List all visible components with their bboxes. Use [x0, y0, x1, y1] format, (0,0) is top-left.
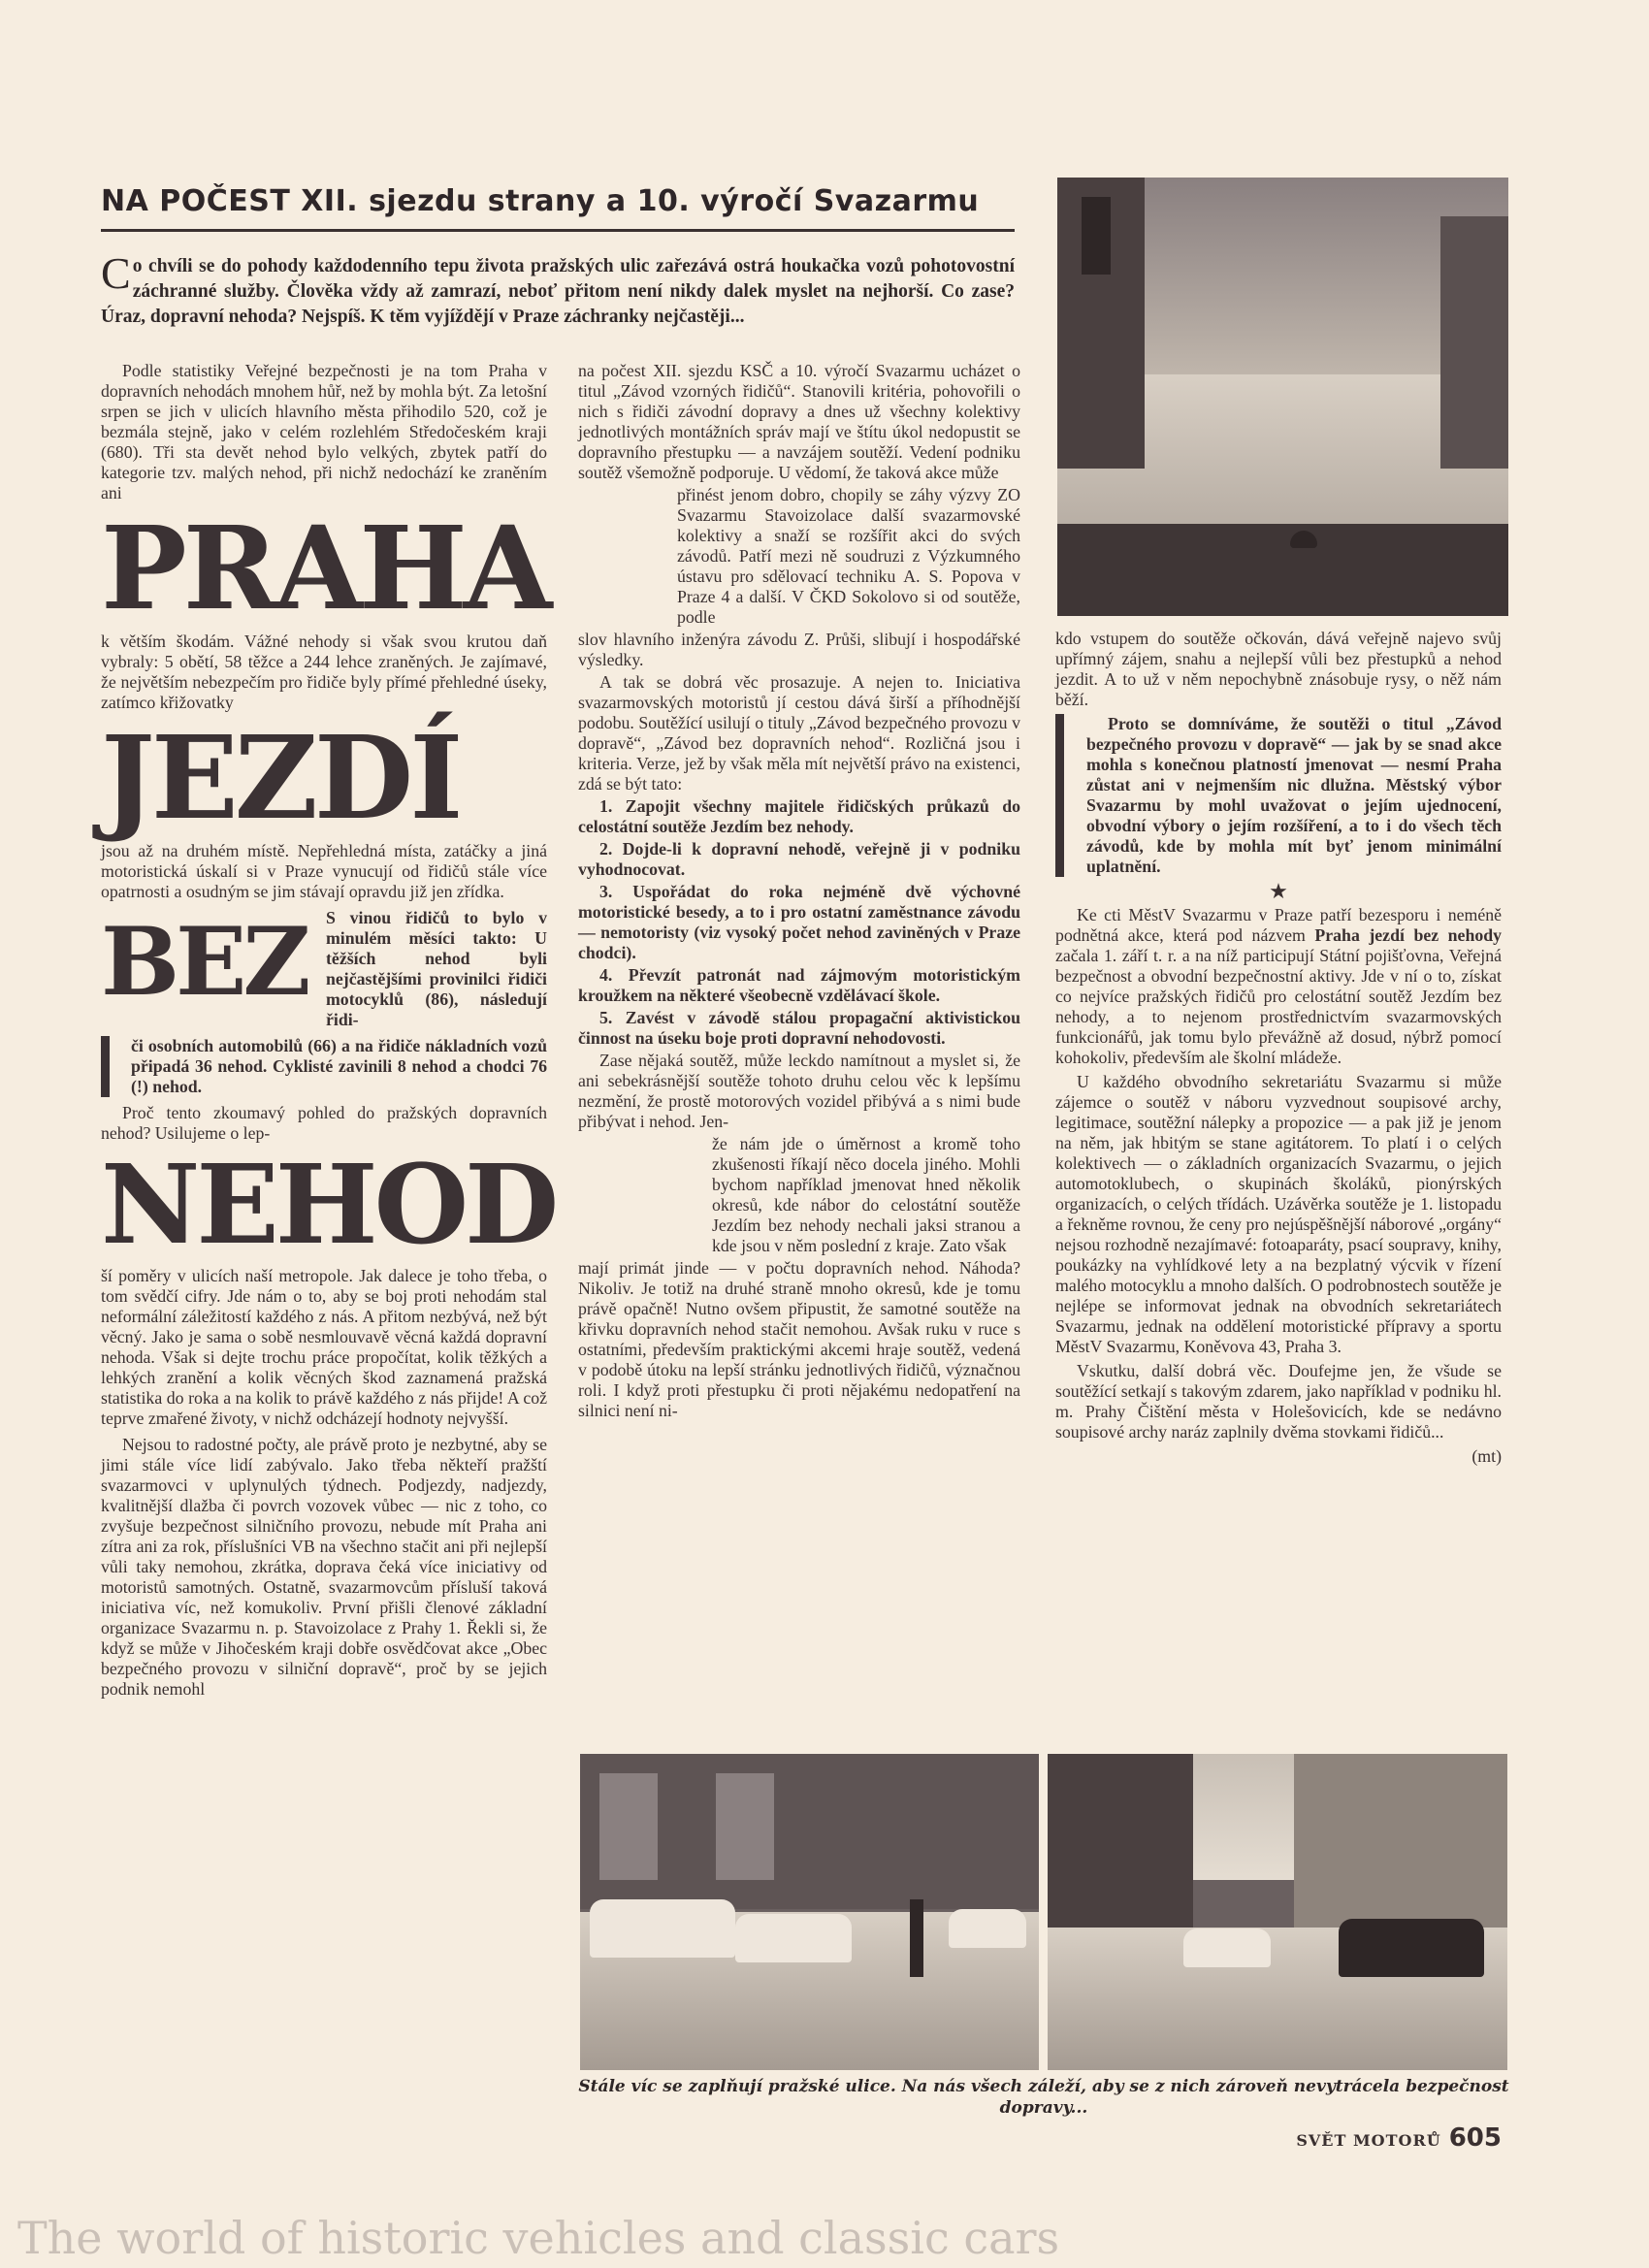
page-footer [1296, 2123, 1502, 2153]
paragraph: Vskutku, další dobrá věc. Doufejme jen, že všude se soutěžící setkají s takovým zdarem, jako například v podniku hl. m. Prahy Čištění města v Holešovicích, kde se nedávno soupisové archy naráz zaplnily dvěma stovkami řidičů... [1055, 1361, 1502, 1442]
list-item: 3. Uspořádat do roka nejméně dvě výchovné motoristické besedy, a to i pro ostatní zaměstnance závodu — nemotoristy (viz vysoký počet nehod zaviněných v Praze chodci). [578, 882, 1020, 962]
paragraph: ší poměry v ulicích naší metropole. Jak dalece je toho třeba, o tom svědčí cifry. Jde nám o to, aby se boj proti nehodám stal neformální záležitostí každého z nás. A přitom nezbývá, než být věcný. Jako je sama o sobě nesmlouvavě věcná každá dopravní nehoda. Však si dejte trochu práce propočítat, kolik těžkých a lehkých zranění a kolik věcných škod zaznamená pražská statistika do roka a na kolik to právě každého z nás přijde! A což teprve zmařené životy, v nichž odcházejí hodnoty nejvyšší. [101, 1266, 547, 1428]
headline-word-bez: BEZ [101, 907, 307, 1017]
photo-street-right [1048, 1754, 1507, 2070]
column-2-side-row-2 [578, 1134, 1020, 1256]
intro-lead [101, 248, 1015, 330]
author-signature: (mt) [1471, 1446, 1502, 1466]
star-divider: ★ [1269, 879, 1288, 903]
list-item: 4. Převzít patronát nad zájmovým motoristickým kroužkem na některé všeobecně vzdělávací škole. [578, 965, 1020, 1005]
paragraph: A tak se dobrá věc prosazuje. A nejen to. Iniciativa svazarmovských motoristů jí cestou dává širší a příhodnější podobu. Soutěžící usilují o tituly „Závod bezpečného provozu v dopravě“, „Závod bez dopravních nehod“. Rozličná jsou i kriteria. Verze, jež by však měla mít největší právo na existenci, zdá se být tato: [578, 672, 1020, 794]
section-kicker: NA POČEST XII. sjezdu strany a 10. výročí Svazarmu [101, 184, 980, 218]
column-2-side-row [578, 485, 1020, 628]
list-item: 1. Zapojit všechny majitele řidičských průkazů do celostátní soutěže Jezdím bez nehody. [578, 796, 1020, 836]
paragraph: k větším škodám. Vážné nehody si však svou krutou daň vybraly: 5 obětí, 58 těžce a 244 lehce zraněných. Je zajímavé, že největším nebezpečím pro řidiče byly přímé přehledné úseky, zatímco křižovatky [101, 632, 547, 712]
paragraph: kdo vstupem do soutěže očkován, dává veřejně najevo svůj upřímný zájem, snahu a nejlepší vůli bez přestupků a nehod jezdit. A to už v něm nepochybně znásobuje rysy, o něž nám běží. [1055, 629, 1502, 709]
photo-wenceslas-square [1057, 178, 1508, 616]
accent-bar [1055, 714, 1064, 877]
headline-word-jezdi: JEZDÍ [101, 710, 460, 845]
paragraph: Proč tento zkoumavý pohled do pražských dopravních nehod? Usilujeme o lep- [101, 1103, 547, 1143]
watermark: The world of historic vehicles and classic cars [17, 2212, 1060, 2264]
kicker-rule [101, 229, 1015, 232]
paragraph: Zase nějaká soutěž, může leckdo namítnout a myslet si, že ani sebekrásnější soutěže tohoto druhu celou věc k lepšímu nezmění, že prostě motorových vozidel přibývá a s nimi bude přibývat i nehod. Jen- [578, 1051, 1020, 1131]
headline-word-praha: PRAHA [101, 501, 549, 635]
intro-text: o chvíli se do pohody každodenního tepu života pražských ulic zařezává ostrá houkačka vozů pohotovostní záchranné služby. Člověka vždy až zamrazí, neboť přitom není nikdy dalek myslet na nejhorší. Co zase? Úraz, dopravní nehoda? Nejspíš. K těm vyjíždějí v Praze záchranky nejčastěji... [101, 256, 1015, 327]
dropcap: C [101, 248, 131, 298]
column-1 [101, 361, 556, 1700]
photo-caption: Stále víc se zaplňují pražské ulice. Na nás všech záleží, aby se z nich zároveň nevytrácela bezpečnost dopravy... [578, 2077, 1509, 2118]
column-2-side-2: že nám jde o úměrnost a kromě toho zkušenosti říkají něco docela jiného. Mohli bychom například jmenovat hned několik okresů, kde nábor do celostátní soutěže Jezdím bez nehody nechali jaksi stranou a kde jsou v něm poslední z kraje. Zato však [712, 1134, 1020, 1255]
paragraph: U každého obvodního sekretariátu Svazarmu si může zájemce o soutěž v náboru vyzvednout soupisové archy, legitimace, soutěžní nálepky a propozice — a pak již je jenom na něm, jak hbitým se stane agitátorem. To platí i o celých kolektivech — o základních organizacích Svazarmu, o jejich automotoklubech, o skupinách školáků, pionýrských organizacích, o celých třídách. Uzávěrka soutěže je 1. listopadu a řekněme rovnou, že ceny pro nejúspěšnější náborové „orgány“ nejsou rozhodně nezajímavé: fotoaparáty, psací soupravy, knihy, poukázky na vyhlídkové lety a na bezplatný výcvik v řízení malého motocyklu a mnoho dalších. O podrobnostech soutěže je nejlépe se informovat jednak na obvodních sekretariátech Svazarmu, jednak na oddělení motoristické přípravy a sportu MěstV Svazarmu, Koněvova 43, Praha 3. [1055, 1072, 1502, 1356]
stats-row [101, 1036, 547, 1097]
column-2-side: přinést jenom dobro, chopily se záhy výzvy ZO Svazarmu Stavoizolace další svazarmovské kolektivy a snaží se rozšířit akci do svých závodů. Patří mezi ně soudruzi z Výzkumného ústavu pro sdělovací techniku A. S. Popova v Praze 4 a další. V ČKD Sokolovo si od soutěže, podle [677, 485, 1020, 627]
paragraph: jsou až na druhém místě. Nepřehledná místa, zatáčky a jiná motoristická úskalí si v Praze vynucují od řidičů stále více opatrnosti a osudným se jim stávají opravdu již jen zřídka. [101, 841, 547, 901]
paragraph: Ke cti MěstV Svazarmu v Praze patří bezesporu i neméně podnětná akce, která pod názvem Praha jezdí bez nehody začala 1. září t. r. a na níž participují Státní pojišťovna, Veřejná bezpečnost a obvodní bezpečnostní aktivy. Jde v ní o to, získat co nejvíce pražských řidičů pro celostátní soutěž Jezdím bez nehody, a to nejenom prostřednictvím svazarmovských funkcionářů, jak tomu bylo převážně až dosud, nýbrž pomocí kohokoliv, především ale školní mládeže. [1055, 905, 1503, 1067]
paragraph: slov hlavního inženýra závodu Z. Průši, slibují i hospodářské výsledky. [578, 630, 1020, 669]
column-3-boxed: Proto se domníváme, že soutěži o titul „Závod bezpečného provozu v dopravě“ — jak by se snad akce mohla s konečnou platností jmenovat — nesmí Praha zůstat ani v nejmenším nic dlužna. Městský výbor Svazarmu by mohl uvažovat o jejím ujednocení, obvodní výbory o jejím rozšíření, a to i do všech těch závodů, kde by mohla mít byť jenom minimální uplatnění. [1086, 714, 1502, 876]
photo-street-left [580, 1754, 1039, 2070]
paragraph: Nejsou to radostné počty, ale právě proto je nezbytné, aby se jimi stále více lidí zabývalo. Jako třeba někteří pražští svazarmovci v uplynulých týdnech. Podjezdy, nadjezdy, kvalitnější dlažba či povrch vozovek vůbec — nic z toho, co zvyšuje bezpečnost silničního provozu, nebude mít Praha ani zítra ani za rok, příslušníci VB na všechno stačit ani při nejlepší vůli taky nemohou, zkrátka, doprava čeká více iniciativy od motoristů samotných. Ostatně, svazarmovcům přísluší taková iniciativa víc, než komukoliv. První přišli členové základní organizace Svazarmu n. p. Stavoizolace z Prahy 1. Řekli si, že když se může v Jihočeském kraji dobře osvědčovat akce „Obec bezpečného provozu v silniční dopravě“, proč by se jejich podnik nemohl [101, 1435, 547, 1699]
column-3 [1055, 629, 1502, 1467]
list-item: 5. Zavést v závodě stálou propagační aktivistickou činnost na úseku boje proti dopravní nehodovosti. [578, 1008, 1020, 1048]
headline-word-nehod: NEHOD [101, 1142, 556, 1269]
column-1-stats: či osobních automobilů (66) a na řidiče nákladních vozů připadá 36 nehod. Cyklisté zavinili 8 nehod a chodci 76 (!) nehod. [131, 1036, 547, 1096]
list-item: 2. Dojde-li k dopravní nehodě, veřejně ji v podniku vyhodnocovat. [578, 839, 1020, 879]
bez-row [101, 908, 547, 1030]
column-1-side-note: S vinou řidičů to bylo v minulém měsíci takto: U těžších nehod byli nejčastějšími provinilci řidiči motocyklů (86), následují řidi- [326, 908, 547, 1029]
campaign-name: Praha jezdí bez nehody [1314, 925, 1503, 945]
paragraph: na počest XII. sjezdu KSČ a 10. výročí Svazarmu ucházet o titul „Závod vzorných řidičů“. Stanovili kritéria, pohovořili o nich s řidiči závodní dopravy a dnes už všechny kolektivy jednotlivých montážních správ mají ve štítu úkol nedopustit se dopravního přestupku — a navzájem soutěží. Vedení podniku soutěž všemožně podporuje. U vědomí, že taková akce může [578, 361, 1020, 482]
accent-bar [101, 1036, 110, 1097]
paragraph: mají primát jinde — v počtu dopravních nehod. Náhoda? Nikoliv. Je totiž na druhé straně mnoho okresů, kde je tomu právě opačně! Nutno ovšem připustit, že samotné soutěže na křivku dopravních nehod stačit nemohou. Avšak ruku v ruce s ostatními, především praktickými akcemi hraje soutěž, vedená v podobě útoku na lepší stránku jednotlivých řidičů, význačnou roli. I když proti přestupku či proti nějakému nedopatření na silnici není ni- [578, 1258, 1020, 1420]
magazine-name: SVĚT MOTORŮ [1296, 2131, 1441, 2150]
page-number: 605 [1448, 2123, 1502, 2153]
column-2 [578, 361, 1020, 1421]
column-3-boxed-row [1055, 714, 1502, 877]
paragraph: Podle statistiky Veřejné bezpečnosti je na tom Praha v dopravních nehodách mnohem hůř, než by mohla být. Za letošní srpen se jich v ulicích hlavního města přihodilo 520, což je bezmála stejně, jako v celém rozlehlém Středočeském kraji (680). Tři sta devět nehod bylo velkých, zbytek patří do kategorie tzv. malých nehod, při nichž nedochází ke zraněním ani [101, 361, 547, 502]
